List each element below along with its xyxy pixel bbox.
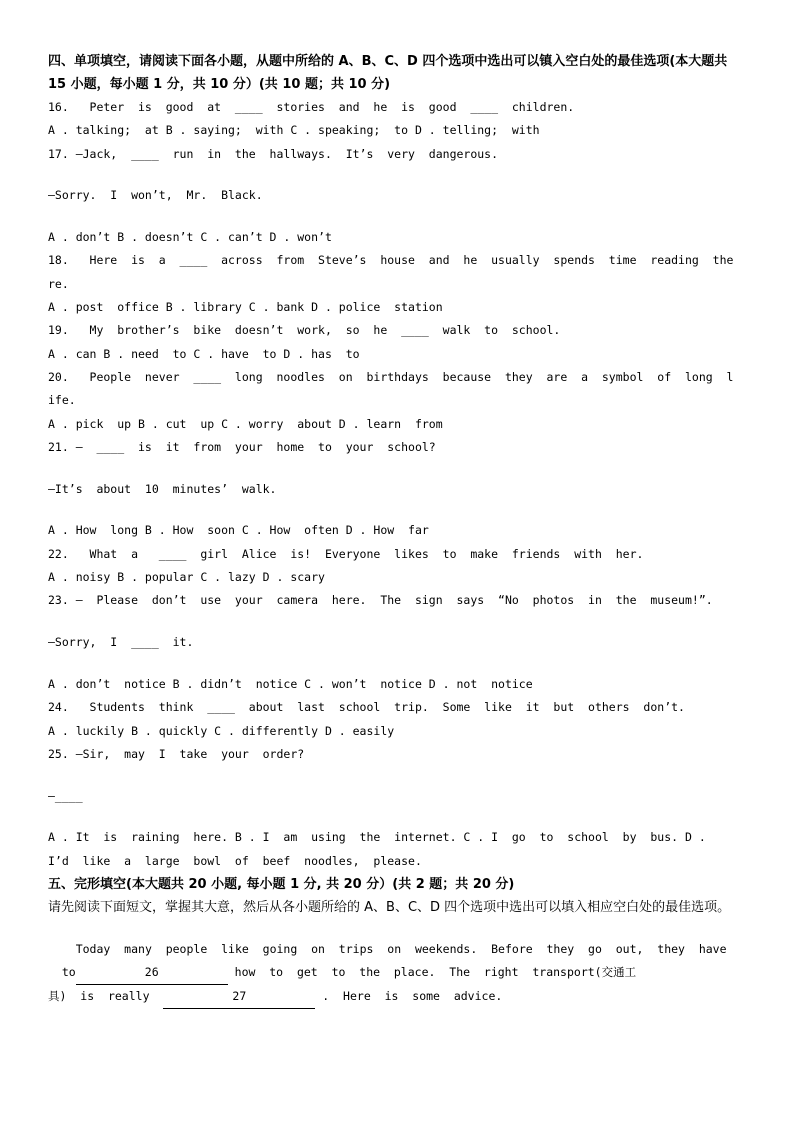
question-line: —Sorry, I ____ it.	[48, 635, 194, 650]
question-line: A . It is raining here. B . I am using the internet. C . I go to school by bus. D .	[48, 830, 706, 845]
passage-line-2	[48, 961, 748, 985]
question-line: 25. —Sir, may I take your order?	[48, 746, 305, 761]
passage-text: how to get to the place. The right transport(交通工	[227, 964, 637, 979]
question-line: A . don’t B . doesn’t C . can’t D . won’t	[48, 230, 332, 245]
question-line: —It’s about 10 minutes’ walk.	[48, 481, 277, 496]
question-line: 19. My brother’s bike doesn’t work, so he ____ walk to school.	[48, 323, 561, 338]
question-line: 22. What a ____ girl Alice is! Everyone likes to make friends with her.	[48, 546, 644, 561]
question-line: A . pick up B . cut up C . worry about D . learn from	[48, 416, 443, 431]
question-line: 21. — ____ is it from your home to your school?	[48, 439, 436, 454]
question-line: 24. Students think ____ about last school trip. Some like it but others don’t.	[48, 700, 685, 715]
spacer	[48, 501, 748, 520]
question-line: —____	[48, 788, 83, 803]
question-line: 17. —Jack, ____ run in the hallways. It’s very dangerous.	[48, 146, 499, 161]
section-5-title: 五、完形填空(本大题共 20 小题, 每小题 1 分, 共 20 分）(共 2 题；共 20 分)	[48, 877, 515, 893]
exam-page	[48, 50, 748, 1009]
passage-text: 具) is really	[48, 989, 164, 1004]
passage-line-3	[48, 985, 748, 1009]
spacer	[48, 766, 748, 785]
spacer	[48, 613, 748, 632]
passage-text: to	[48, 964, 76, 979]
blank-27[interactable]: 27	[163, 985, 315, 1009]
spacer	[48, 654, 748, 673]
section-5-instruction: 请先阅读下面短文，掌握其大意，然后从各小题所给的 A、B、C、D 四个选项中选出可以填入相应空白处的最佳选项。	[48, 900, 731, 916]
question-line: 18. Here is a ____ across from Steve’s house and he usually spends time reading the	[48, 253, 734, 268]
section-4-body	[48, 96, 748, 873]
spacer	[48, 166, 748, 185]
question-line: ife.	[48, 393, 76, 408]
spacer	[48, 459, 748, 478]
passage-text: . Here is some advice.	[315, 989, 503, 1004]
question-line: —Sorry. I won’t, Mr. Black.	[48, 188, 263, 203]
question-line: A . noisy B . popular C . lazy D . scary	[48, 570, 325, 585]
question-line: A . can B . need to C . have to D . has to	[48, 346, 360, 361]
question-line: A . How long B . How soon C . How often D . How far	[48, 523, 429, 538]
spacer	[48, 919, 748, 938]
question-line: A . post office B . library C . bank D . police station	[48, 300, 443, 315]
question-line: re.	[48, 276, 69, 291]
question-line: 20. People never ____ long noodles on birthdays because they are a symbol of long l	[48, 369, 734, 384]
question-line: A . luckily B . quickly C . differently D . easily	[48, 723, 395, 738]
question-line: A . talking; at B . saying; with C . speaking; to D . telling; with	[48, 123, 540, 138]
question-line: I’d like a large bowl of beef noodles, please.	[48, 853, 422, 868]
blank-26[interactable]: 26	[76, 961, 228, 985]
spacer	[48, 808, 748, 827]
question-line: 23. — Please don’t use your camera here. The sign says “No photos in the museum!”.	[48, 593, 713, 608]
question-line: 16. Peter is good at ____ stories and he is good ____ children.	[48, 100, 575, 114]
question-line: A . don’t notice B . didn’t notice C . won’t notice D . not notice	[48, 676, 533, 691]
passage-line-1: Today many people like going on trips on weekends. Before they go out, they have	[48, 941, 727, 956]
section-4-title: 四、单项填空，请阅读下面各小题，从题中所给的 A、B、C、D 四个选项中选出可以镇入空白处的最佳选项(本大题共 15 小题，每小题 1 分，共 10 分）(共 10 题；共 10 分)	[48, 54, 728, 92]
spacer	[48, 208, 748, 227]
